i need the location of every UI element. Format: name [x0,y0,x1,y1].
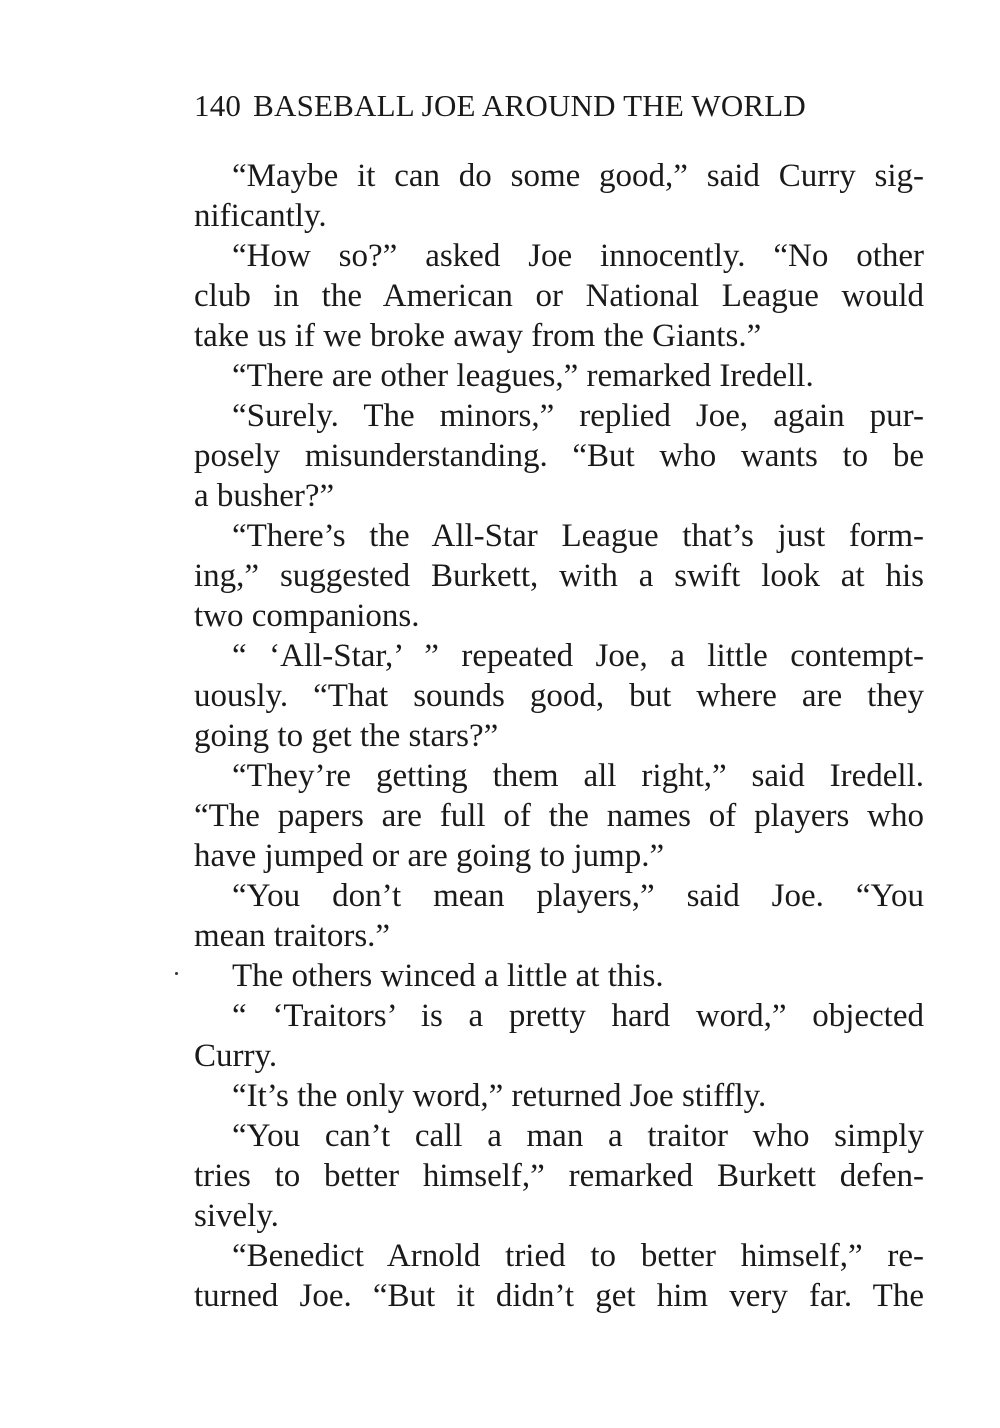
text-line: a busher?” [194,478,335,514]
text-line: “You can’t call a man a traitor who simply [232,1118,924,1154]
running-title: BASEBALL JOE AROUND THE WORLD [253,88,807,123]
print-speck [175,972,178,975]
text-line: turned Joe. “But it didn’t get him very far. The [194,1278,924,1314]
text-line: “The papers are full of the names of players who [194,798,924,834]
text-line: take us if we broke away from the Giants.” [194,318,762,354]
text-line: uously. “That sounds good, but where are they [194,678,924,714]
text-line: club in the American or National League would [194,278,924,314]
page-number: 140 [194,88,242,123]
text-line: ing,” suggested Burkett, with a swift look at his [194,558,924,594]
text-line: “You don’t mean players,” said Joe. “You [232,878,924,914]
text-line: Curry. [194,1038,278,1074]
text-line: “Surely. The minors,” replied Joe, again pur- [232,398,924,434]
text-line: “They’re getting them all right,” said Iredell. [232,758,924,794]
body-text [194,156,924,1316]
running-head [194,86,924,126]
text-line: The others winced a little at this. [232,958,664,994]
text-line: two companions. [194,598,420,634]
text-line: tries to better himself,” remarked Burkett defen- [194,1158,924,1194]
text-line: “Benedict Arnold tried to better himself,” re- [232,1238,924,1274]
text-line: mean traitors.” [194,918,391,954]
text-line: “How so?” asked Joe innocently. “No other [232,238,924,274]
text-line: “There’s the All-Star League that’s just form- [232,518,924,554]
text-line: sively. [194,1198,279,1234]
text-line: going to get the stars?” [194,718,499,754]
text-line: “There are other leagues,” remarked Iredell. [232,358,814,394]
text-line: “ ‘Traitors’ is a pretty hard word,” objected [232,998,924,1034]
text-line: posely misunderstanding. “But who wants to be [194,438,924,474]
text-line: “Maybe it can do some good,” said Curry sig- [232,158,924,194]
text-line: have jumped or are going to jump.” [194,838,665,874]
text-line: “It’s the only word,” returned Joe stiffly. [232,1078,767,1114]
text-line: nificantly. [194,198,327,234]
text-line: “ ‘All-Star,’ ” repeated Joe, a little contempt- [232,638,924,674]
